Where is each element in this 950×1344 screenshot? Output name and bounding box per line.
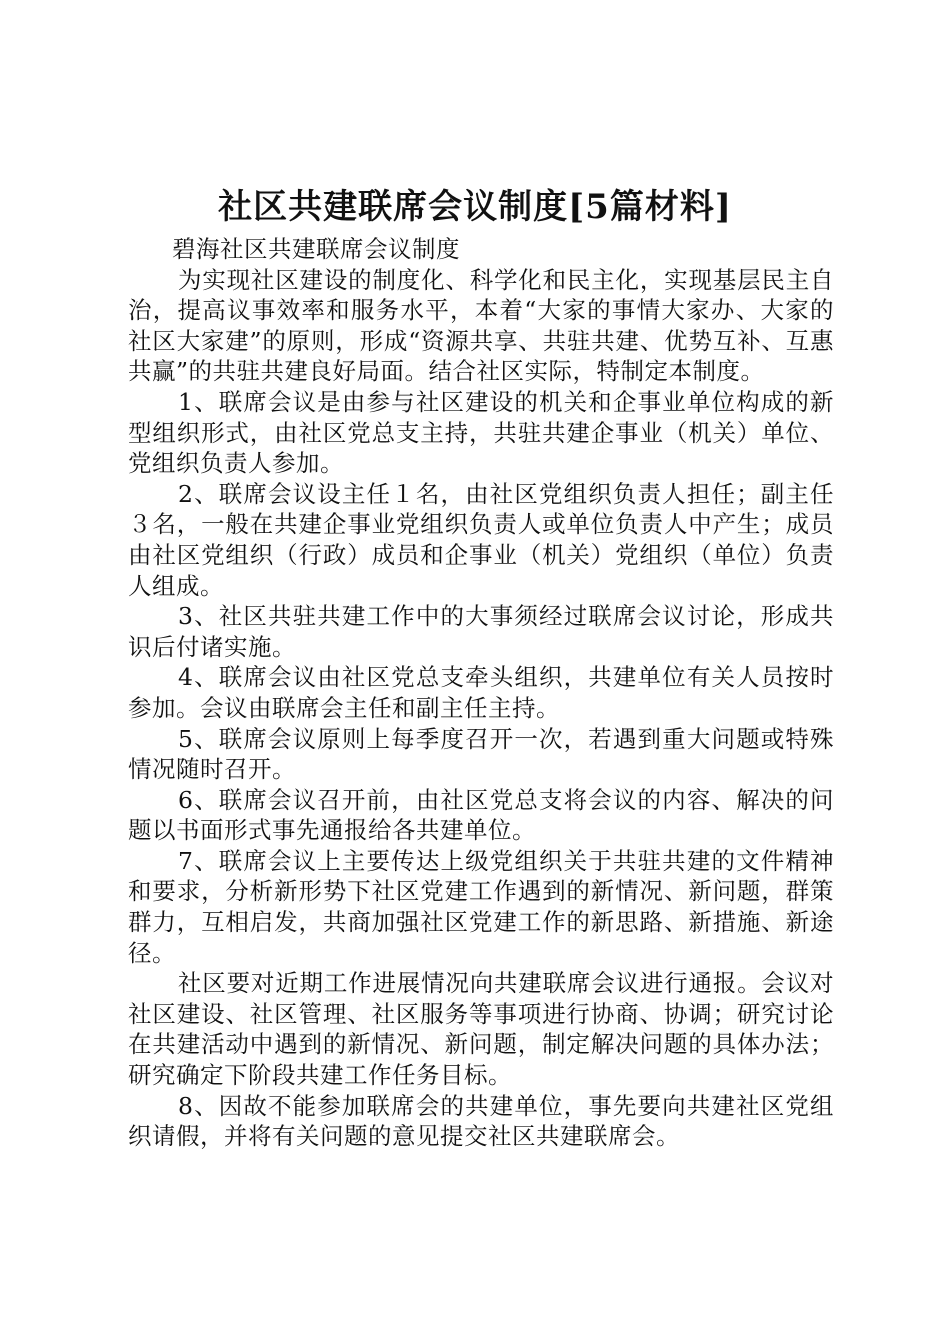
document-subtitle: 碧海社区共建联席会议制度 [172,235,460,263]
paragraph-item-6: 6、联席会议召开前，由社区党总支将会议的内容、解决的问题以书面形式事先通报给各共建单位。 [128,785,834,845]
paragraph-item-7: 7、联席会议上主要传达上级党组织关于共驻共建的文件精神和要求，分析新形势下社区党建工作遇到的新情况、新问题，群策群力，互相启发，共商加强社区党建工作的新思路、新措施、新途径。 [128,846,834,967]
paragraph-item-2: 2、联席会议设主任１名，由社区党组织负责人担任；副主任３名，一般在共建企事业党组织负责人或单位负责人中产生；成员由社区党组织（行政）成员和企事业（机关）党组织（单位）负责人组成。 [128,479,834,600]
paragraph-item-4: 4、联席会议由社区党总支牵头组织，共建单位有关人员按时参加。会议由联席会主任和副主任主持。 [128,663,834,722]
paragraph-report: 社区要对近期工作进展情况向共建联席会议进行通报。会议对社区建设、社区管理、社区服务等事项进行协商、协调；研究讨论在共建活动中遇到的新情况、新问题，制定解决问题的具体办法；研究确定下阶段共建工作任务目标。 [128,969,834,1090]
paragraph-intro: 为实现社区建设的制度化、科学化和民主化，实现基层民主自治，提高议事效率和服务水平，本着“大家的事情大家办、大家的社区大家建”的原则，形成“资源共享、共驻共建、优势互补、互惠共赢”的共驻共建良好局面。结合社区实际，特制定本制度。 [128,265,834,386]
paragraph-item-8: 8、因故不能参加联席会的共建单位，事先要向共建社区党组织请假，并将有关问题的意见提交社区共建联席会。 [128,1091,834,1151]
paragraph-item-3: 3、社区共驻共建工作中的大事须经过联席会议讨论，形成共识后付诸实施。 [128,602,834,661]
document-body [128,234,834,1152]
paragraph-item-5: 5、联席会议原则上每季度召开一次，若遇到重大问题或特殊情况随时召开。 [128,724,834,784]
document-title: 社区共建联席会议制度[5篇材料] [218,187,732,227]
paragraph-item-1: 1、联席会议是由参与社区建设的机关和企事业单位构成的新型组织形式，由社区党总支主持，共驻共建企事业（机关）单位、党组织负责人参加。 [128,387,834,478]
